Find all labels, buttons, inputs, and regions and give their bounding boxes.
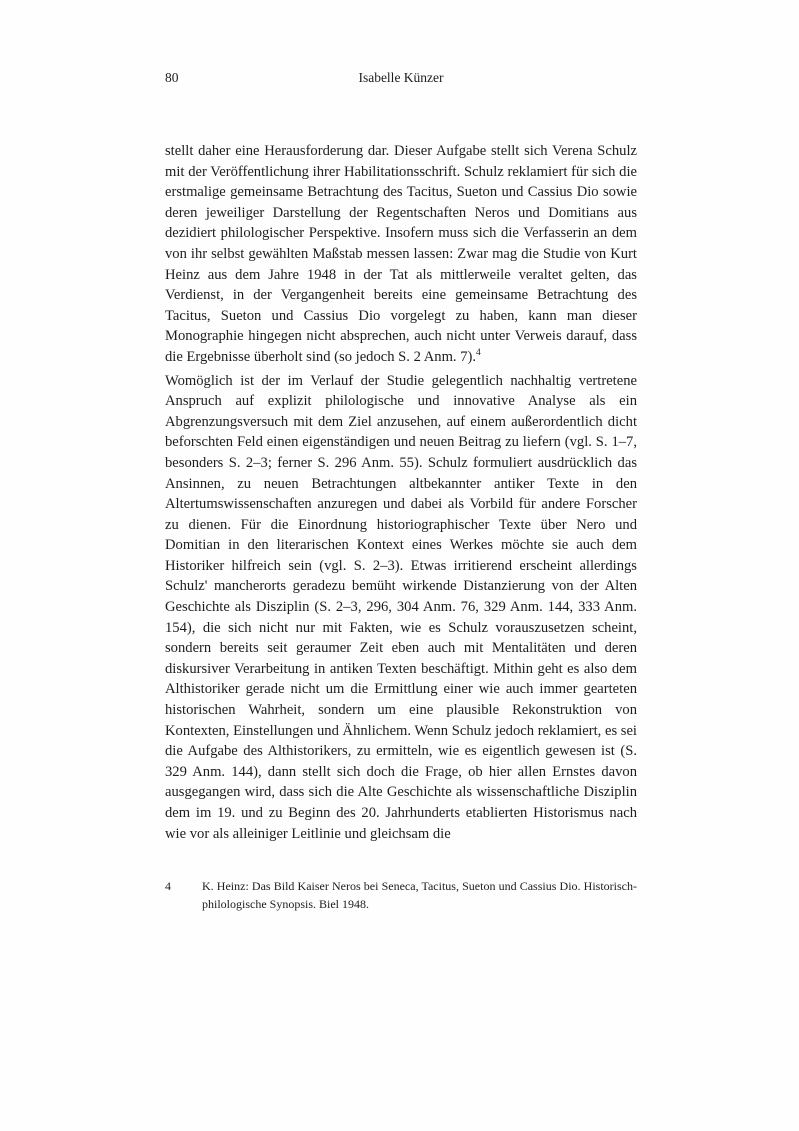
page-number: 80 (165, 70, 179, 85)
paragraph-1-text: stellt daher eine Herausforderung dar. Dieser Aufgabe stellt sich Verena Schulz mit der Veröffentlichung ihrer Habilitationsschrift. Schulz reklamiert für sich die erstmalige gemeinsame Betrachtung des Tacitus, Sueton und Cassius Dio sowie deren jeweiliger Darstellung der Regentschaften Neros und Domitians aus dezidiert philologischer Perspektive. Insofern muss sich die Verfasserin an dem von ihr selbst gewählten Maßstab messen lassen: Zwar mag die Studie von Kurt Heinz aus dem Jahre 1948 in der Tat als mittlerweile veraltet gelten, das Verdienst, in der Vergangenheit bereits eine gemeinsame Betrachtung des Tacitus, Sueton und Cassius Dio vorgelegt zu haben, kann man dieser Monographie hingegen nicht absprechen, auch nicht unter Verweis darauf, dass die Ergebnisse überholt sind (so jedoch S. 2 Anm. 7). (165, 143, 637, 365)
main-text-column (165, 141, 637, 844)
paragraph-2-text: Womöglich ist der im Verlauf der Studie gelegentlich nachhaltig vertretene Anspruch auf explizit philologische und innovative Analyse als ein Abgrenzungsversuch mit dem Ziel anzusehen, auf einem außerordentlich dicht beforschten Feld einen eigenständigen und neuen Beitrag zu liefern (vgl. S. 1–7, besonders S. 2–3; ferner S. 296 Anm. 55). Schulz formuliert ausdrücklich das Ansinnen, zu neuen Betrachtungen altbekannter antiker Texte in den Altertumswissenschaften anzuregen und dabei als Vorbild für andere Forscher zu dienen. Für die Einordnung historiographischer Texte über Nero und Domitian in den literarischen Kontext eines Werkes möchte sie auch dem Historiker hilfreich sein (vgl. S. 2–3). Etwas irritierend erscheint allerdings Schulz' mancherorts geradezu bemüht wirkende Distanzierung von der Alten Geschichte als Disziplin (S. 2–3, 296, 304 Anm. 76, 329 Anm. 144, 333 Anm. 154), die sich nicht nur mit Fakten, wie es Schulz vorauszusetzen scheint, sondern bereits seit geraumer Zeit eben auch mit Mentalitäten und deren diskursiver Verarbeitung in antiken Texten beschäftigt. Mithin geht es also dem Althistoriker gerade nicht um die Ermittlung einer wie auch immer gearteten historischen Wahrheit, sondern um eine plausible Rekonstruktion von Kontexten, Einstellungen und Ähnlichem. Wenn Schulz jedoch reklamiert, es sei die Aufgabe des Althistorikers, zu ermitteln, wie es eigentlich gewesen ist (S. 329 Anm. 144), dann stellt sich doch die Frage, ob hier allen Ernstes davon ausgegangen wird, dass sich die Alte Geschichte als wissenschaftliche Disziplin dem im 19. und zu Beginn des 20. Jahrhunderts etablierten Historismus nach wie vor als alleiniger Leitlinie und gleichsam die (165, 372, 637, 842)
footnotes-section (165, 878, 637, 913)
footnote-4-marker: 4 (165, 879, 171, 893)
footnote-4-text: K. Heinz: Das Bild Kaiser Neros bei Seneca, Tacitus, Sueton und Cassius Dio. Historisch-philologische Synopsis. Biel 1948. (202, 879, 637, 911)
footnote-4 (165, 878, 637, 913)
paragraph-1 (165, 141, 637, 368)
paragraph-2 (165, 371, 637, 845)
page-header (165, 70, 637, 86)
footnote-reference-4: 4 (476, 348, 481, 359)
running-header-title: Isabelle Künzer (358, 70, 444, 85)
